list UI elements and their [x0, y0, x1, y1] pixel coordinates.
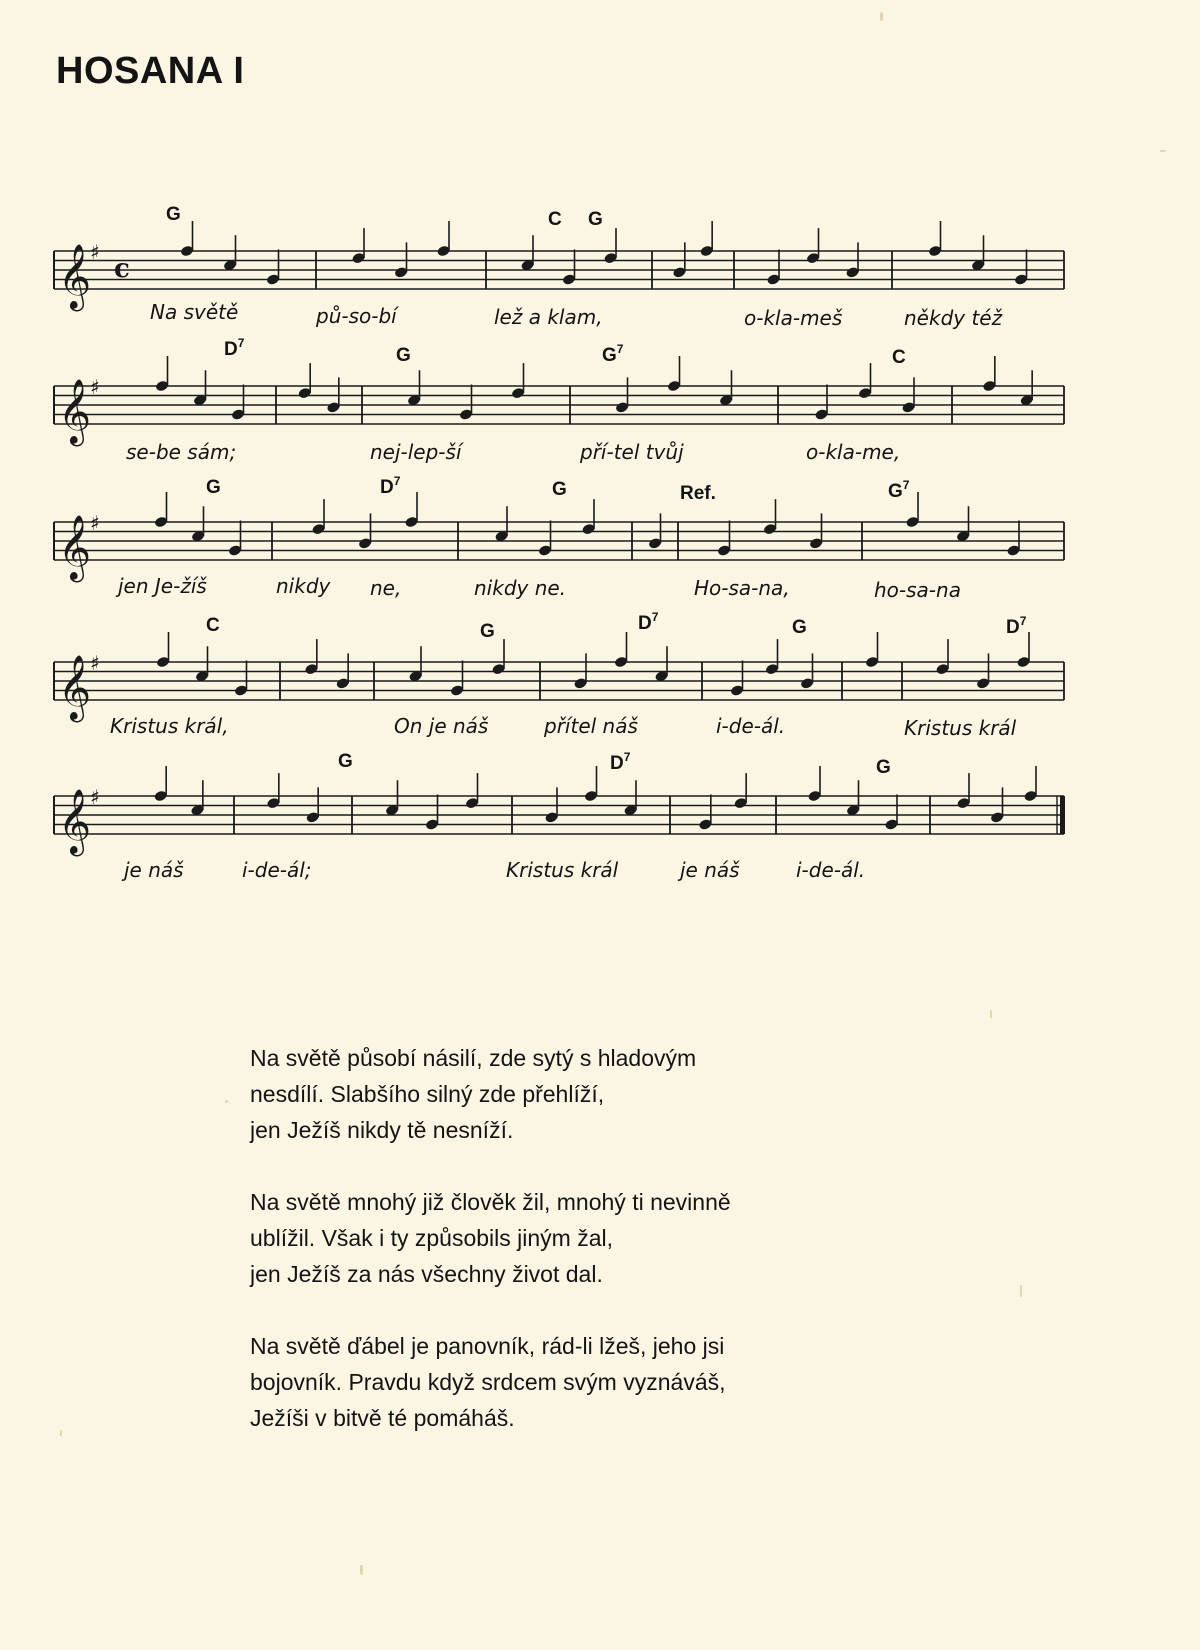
- music-staff: [54, 644, 1120, 720]
- verse-line: jen Ježíš za nás všechny život dal.: [250, 1261, 603, 1287]
- music-system-4: [54, 610, 1120, 740]
- music-system-5: [54, 750, 1120, 882]
- chord-symbol: $D^7$: [224, 336, 245, 360]
- lyric-text: o-kla-meš: [744, 306, 843, 330]
- lyric-text: ho-sa-na: [874, 578, 961, 602]
- lyric-text: ne,: [370, 576, 402, 600]
- lyric-text: někdy též: [904, 306, 1003, 330]
- chord-symbol: C: [206, 615, 220, 636]
- svg-text:♯: ♯: [90, 511, 100, 535]
- lyric-text: lež a klam,: [494, 305, 603, 329]
- chord-symbol: $D^7$: [610, 750, 631, 774]
- chord-symbol: $D^7$: [380, 474, 401, 498]
- lyric-text: i-de-ál;: [242, 858, 312, 882]
- lyric-text: pří-tel tvůj: [580, 440, 684, 464]
- lyric-text: Ho-sa-na,: [694, 576, 790, 600]
- music-system-2: [54, 336, 1120, 464]
- chord-symbol: G: [338, 751, 353, 772]
- chord-symbol: G: [480, 621, 495, 642]
- music-staff: [54, 504, 1120, 580]
- verse-2: [250, 1184, 970, 1292]
- lyric-text: i-de-ál.: [716, 714, 786, 738]
- music-staff: [54, 778, 1120, 854]
- svg-text:𝄞: 𝄞: [58, 789, 92, 854]
- lyric-text: je náš: [680, 858, 740, 882]
- lyric-text: Na světě: [150, 300, 239, 324]
- lyric-text: pů-so-bí: [316, 304, 397, 328]
- lyric-text: o-kla-me,: [806, 440, 901, 464]
- svg-text:♯: ♯: [90, 375, 100, 399]
- verse-line: Na světě mnohý již člověk žil, mnohý ti nevinně: [250, 1189, 731, 1215]
- lyric-text: Kristus král: [904, 716, 1017, 740]
- music-staff: [54, 368, 1120, 444]
- svg-text:𝄞: 𝄞: [58, 655, 92, 720]
- verses-block: [250, 1040, 970, 1472]
- lyric-text: se-be sám;: [126, 440, 237, 464]
- verse-line: nesdílí. Slabšího silný zde přehlíží,: [250, 1081, 605, 1107]
- lyric-text: nikdy: [276, 574, 331, 598]
- verse-1: [250, 1040, 970, 1148]
- song-title: HOSANA I: [56, 50, 245, 92]
- svg-text:♯: ♯: [90, 651, 100, 675]
- chord-symbol: $G^7$: [888, 478, 910, 502]
- lyric-text: i-de-ál.: [796, 858, 866, 882]
- lyric-text: je náš: [124, 858, 184, 882]
- svg-text:𝄞: 𝄞: [58, 244, 92, 309]
- svg-text:𝄞: 𝄞: [58, 515, 92, 580]
- music-staff: [54, 233, 1120, 309]
- verse-line: jen Ježíš nikdy tě nesníží.: [250, 1117, 514, 1143]
- verse-line: Ježíši v bitvě té pomáháš.: [250, 1405, 515, 1431]
- lyric-text: Kristus král,: [110, 714, 229, 738]
- music-system-1: [54, 204, 1120, 330]
- chord-symbol: C: [548, 209, 562, 230]
- chord-symbol: G: [876, 757, 891, 778]
- music-system-3: [54, 474, 1120, 602]
- chord-symbol: G: [552, 479, 567, 500]
- svg-text:𝄞: 𝄞: [58, 379, 92, 444]
- lyric-text: nej-lep-ší: [370, 440, 462, 464]
- chord-symbol: C: [892, 347, 906, 368]
- lyric-text: jen Je-žíš: [118, 574, 207, 598]
- verse-line: Na světě ďábel je panovník, rád-li lžeš, jeho jsi: [250, 1333, 725, 1359]
- lyric-text: On je náš: [394, 714, 489, 738]
- chord-symbol: G: [792, 617, 807, 638]
- chord-symbol: $G^7$: [602, 342, 624, 366]
- chord-symbol: G: [206, 477, 221, 498]
- svg-text:♯: ♯: [90, 240, 100, 264]
- verse-3: [250, 1328, 970, 1436]
- chord-symbol: G: [166, 204, 181, 225]
- lyric-text: nikdy ne.: [474, 576, 567, 600]
- verse-line: ublížil. Však i ty způsobils jiným žal,: [250, 1225, 614, 1251]
- chord-symbol: $D^7$: [1006, 614, 1027, 638]
- chord-symbol: G: [396, 345, 411, 366]
- chord-symbol: $D^7$: [638, 610, 659, 634]
- svg-text:♯: ♯: [90, 785, 100, 809]
- lyric-text: přítel náš: [544, 714, 638, 738]
- chord-symbol: G: [588, 209, 603, 230]
- verse-line: bojovník. Pravdu když srdcem svým vyznáváš,: [250, 1369, 726, 1395]
- lyric-text: Kristus král: [506, 858, 619, 882]
- svg-text:c: c: [114, 254, 130, 284]
- verse-line: Na světě působí násilí, zde sytý s hladovým: [250, 1045, 697, 1071]
- refrain-marker: Ref.: [680, 483, 716, 504]
